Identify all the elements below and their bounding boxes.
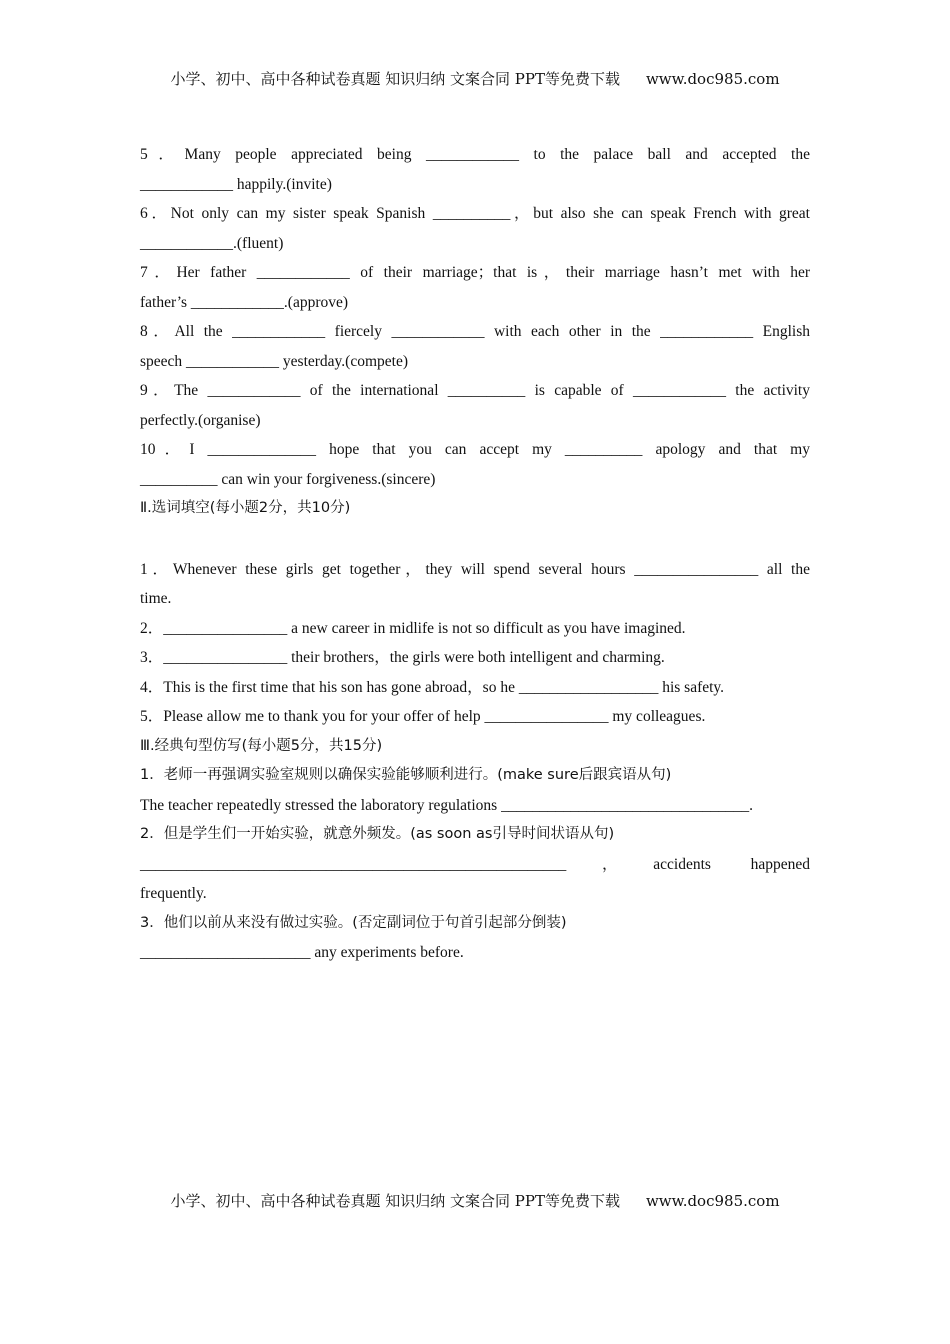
s1-item-7-line2: father’s ____________.(approve) <box>140 293 349 311</box>
s1-item-5-line2: ____________ happily.(invite) <box>140 175 332 193</box>
s1-item-10-line1: 10．I ______________ hope that you can accept my __________ apology and that my <box>140 441 810 458</box>
s2-item-1-line2: time. <box>140 590 172 607</box>
s1-item-10-line2: __________ can win your forgiveness.(sincere) <box>140 470 436 488</box>
s3-answer-2-line2: frequently. <box>140 885 207 902</box>
s1-item-5-line1: 5．Many people appreciated being ____________ to the palace ball and accepted the <box>140 146 810 163</box>
s3-answer-2-line1: _______________________________________________________，accidents happened <box>140 855 810 873</box>
s3-question-3: 3．他们以前从来没有做过实验。(否定副词位于句首引起部分倒装) <box>140 914 567 931</box>
page-header <box>0 68 950 89</box>
s3-answer-3: ______________________ any experiments before. <box>140 944 464 961</box>
s1-item-6-line1: 6．Not only can my sister speak Spanish __________，but also she can speak French with great <box>140 205 810 222</box>
s1-item-9-line1: 9．The ____________ of the international __________ is capable of ____________ the activity <box>140 382 810 399</box>
s2-item-4: 4．This is the first time that his son has gone abroad，so he __________________ his safety. <box>140 678 725 696</box>
footer-left-text: 小学、初中、高中各种试卷真题 知识归纳 文案合同 PPT等免费下载 <box>170 1192 620 1210</box>
worksheet-content <box>140 140 810 968</box>
s2-item-1-line1: 1．Whenever these girls get together，they will spend several hours ________________ all the <box>140 560 810 578</box>
section-3-heading: Ⅲ.经典句型仿写(每小题5分，共15分) <box>140 737 383 754</box>
s1-item-9-line2: perfectly.(organise) <box>140 411 261 429</box>
header-url: www.doc985.com <box>645 70 780 88</box>
s1-item-6-line2: ____________.(fluent) <box>140 234 284 252</box>
s3-answer-1: The teacher repeatedly stressed the laboratory regulations ________________________________. <box>140 796 753 814</box>
section-2-heading: Ⅱ.选词填空(每小题2分，共10分) <box>140 500 351 516</box>
header-left-text: 小学、初中、高中各种试卷真题 知识归纳 文案合同 PPT等免费下载 <box>170 70 620 88</box>
s2-item-3: 3．________________ their brothers，the girls were both intelligent and charming. <box>140 649 665 666</box>
s1-item-7-line1: 7．Her father ____________ of their marriage；that is，their marriage hasn’t met with her <box>140 264 810 281</box>
s3-question-1: 1．老师一再强调实验室规则以确保实验能够顺利进行。(make sure后跟宾语从句) <box>140 767 672 783</box>
footer-url: www.doc985.com <box>645 1192 780 1210</box>
page-footer <box>0 1190 950 1211</box>
s1-item-8-line2: speech ____________ yesterday.(compete) <box>140 352 409 370</box>
s2-item-5: 5．Please allow me to thank you for your offer of help ________________ my colleagues. <box>140 708 706 725</box>
s2-item-2: 2．________________ a new career in midlife is not so difficult as you have imagined. <box>140 619 686 637</box>
s3-question-2: 2．但是学生们一开始实验，就意外频发。(as soon as引导时间状语从句) <box>140 826 615 842</box>
s1-item-8-line1: 8．All the ____________ fiercely ____________ with each other in the ____________ English <box>140 323 810 340</box>
